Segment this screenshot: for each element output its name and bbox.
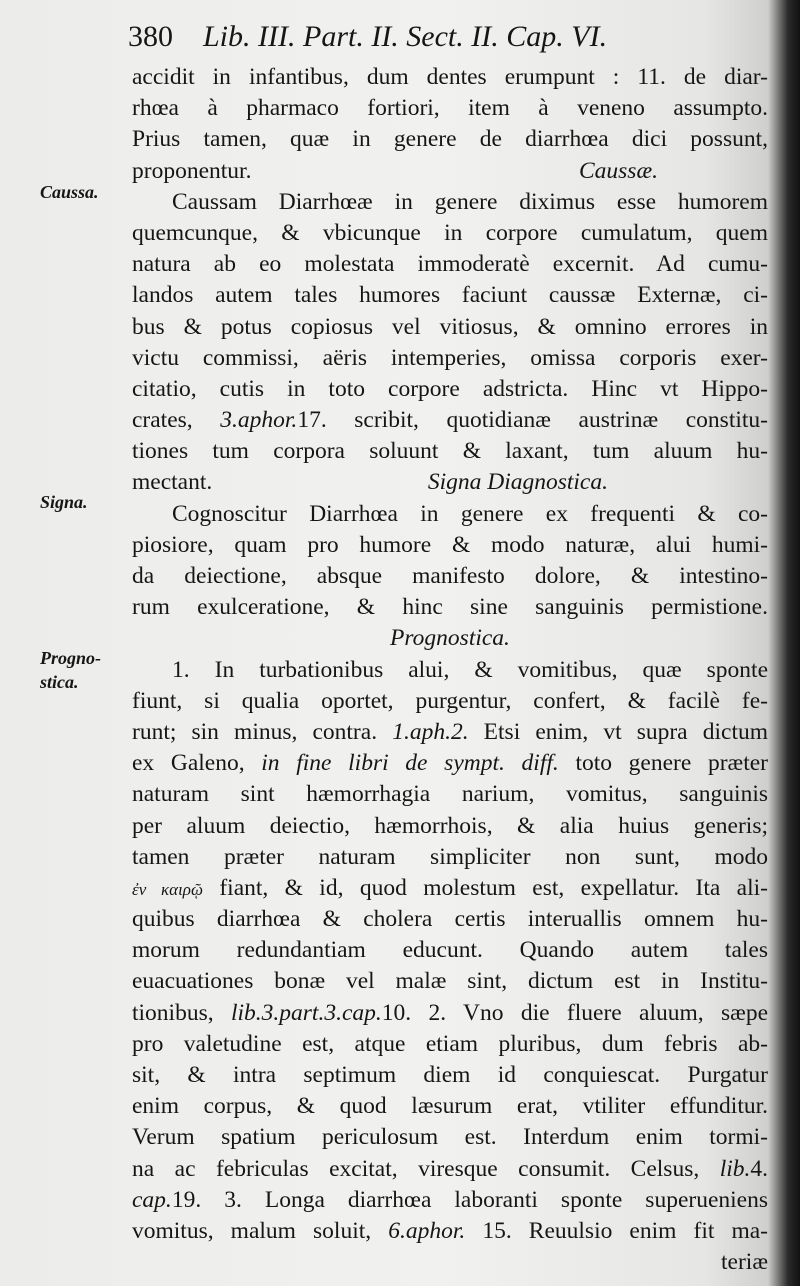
heading-prognostica: Prognostica. — [390, 625, 510, 652]
text-line: quibus diarrhœa & cholera certis interuallis omnem hu- — [132, 906, 768, 933]
line-text: tionibus, — [132, 999, 231, 1026]
text-line: naturam sint hæmorrhagia narium, vomitus, sanguinis — [132, 781, 768, 808]
running-header — [128, 20, 728, 60]
line-text: na ac febriculas excitat, viresque consumit. Celsus, — [132, 1155, 720, 1182]
heading-signa-diagnostica: Signa Diagnostica. — [427, 469, 608, 496]
text-line — [132, 717, 768, 748]
line-text: runt; sin minus, contra. — [132, 718, 393, 745]
line-text: proponentur. — [132, 157, 252, 184]
running-title: Lib. III. Part. II. Sect. II. Cap. VI. — [203, 20, 608, 53]
text-line — [132, 405, 768, 436]
text-line: accidit in infantibus, dum dentes erumpunt : 11. de diar- — [132, 64, 768, 90]
citation: lib. — [719, 1155, 751, 1182]
text-line: Caussam Diarrhœæ in genere diximus esse humorem — [172, 188, 768, 215]
line-text: ex Galeno, — [132, 750, 262, 777]
text-line — [132, 467, 768, 498]
margin-note-signa: Signa. — [40, 492, 88, 512]
text-line: per aluum deiectio, hæmorrhois, & alia huius generis; — [132, 812, 768, 839]
line-text: 4. — [750, 1155, 768, 1182]
text-line: tamen præter naturam simpliciter non sunt, modo — [132, 843, 768, 870]
text-line: da deiectione, absque manifesto dolore, & intestino- — [132, 563, 768, 589]
margin-note-caussa: Caussa. — [40, 182, 99, 202]
text-line — [132, 998, 768, 1029]
citation: 6.aphor. — [388, 1217, 466, 1244]
catchword: teriæ — [721, 1249, 768, 1276]
text-line: piosiore, quam pro humore & modo naturæ, alui humi- — [132, 531, 768, 558]
text-line: rum exulceratione, & hinc sine sanguinis permistione. — [132, 594, 768, 621]
text-line: bus & potus copiosus vel vitiosus, & omnino errores in — [132, 313, 768, 340]
text-line: sit, & intra septimum diem id conquiescat. Purgatur — [132, 1062, 768, 1088]
text-line: euacuationes bonæ vel malæ sint, dictum est in Institu- — [132, 968, 768, 995]
text-line: 1. In turbationibus alui, & vomitibus, quæ sponte — [172, 656, 768, 683]
text-line: Cognoscitur Diarrhœa in genere ex frequenti & co- — [172, 500, 768, 527]
text-line: Verum spatium periculosum est. Interdum enim tormi- — [132, 1124, 768, 1151]
line-text: vomitus, malum soluit, — [132, 1217, 389, 1244]
text-line: Prius tamen, quæ in genere de diarrhœa dici possunt, — [132, 126, 768, 153]
text-line: pro valetudine est, atque etiam pluribus, dum febris ab- — [132, 1030, 768, 1057]
text-line — [132, 1185, 768, 1216]
margin-note-progno-line1: Progno- — [40, 648, 102, 668]
line-text: Etsi enim, vt supra dictum — [468, 718, 768, 745]
text-line — [132, 873, 768, 904]
text-line: natura ab eo molestata immoderatè excernit. Ad cumu- — [132, 251, 768, 278]
line-text: fiant, & id, quod molestum est, expellatur. Ita ali- — [202, 874, 768, 901]
citation: 3.aphor. — [220, 407, 298, 434]
line-text: toto genere præter — [558, 750, 769, 777]
text-line: tiones tum corpora soluunt & laxant, tum aluum hu- — [132, 438, 768, 465]
heading-caussae: Caussæ. — [578, 157, 658, 184]
line-text: mectant. — [132, 469, 213, 496]
citation: lib.3.part.3.cap. — [230, 999, 382, 1026]
margin-note-prognostica — [40, 646, 120, 694]
line-text: 19. 3. Longa diarrhœa laboranti sponte superueniens — [171, 1186, 768, 1213]
text-line: morum redundantiam educunt. Quando autem tales — [132, 937, 768, 964]
greek-phrase: ἐν καιρῷ — [132, 879, 203, 899]
citation: 1.aph.2. — [392, 718, 469, 745]
text-line — [132, 1154, 768, 1185]
text-line: victu commissi, aëris intemperies, omissa corporis exer- — [132, 344, 768, 371]
text-line: rhœa à pharmaco fortiori, item à veneno assumpto. — [132, 95, 768, 122]
line-text: 15. Reuulsio enim fit ma- — [465, 1217, 768, 1244]
text-line — [132, 748, 768, 779]
line-text: 17. scribit, quotidianæ austrinæ constitu- — [297, 407, 768, 434]
text-line: citatio, cutis in toto corpore adstricta. Hinc vt Hippo- — [132, 375, 768, 402]
text-line: fiunt, si qualia oportet, purgentur, confert, & facilè fe- — [132, 687, 768, 714]
text-line: quemcunque, & vbicunque in corpore cumulatum, quem — [132, 219, 768, 246]
text-line: landos autem tales humores faciunt caussæ Externæ, ci- — [132, 282, 768, 309]
line-text: 10. 2. Vno die fluere aluum, sæpe — [381, 999, 769, 1026]
citation: in fine libri de sympt. diff. — [261, 750, 559, 777]
margin-note-progno-line2: stica. — [40, 672, 79, 692]
text-line — [132, 156, 768, 187]
text-line — [132, 1216, 768, 1247]
text-line: enim corpus, & quod læsurum erat, vtiliter effunditur. — [132, 1093, 768, 1120]
citation: cap. — [132, 1186, 172, 1213]
line-text: crates, — [132, 407, 221, 434]
body-text — [132, 62, 768, 1278]
page-number: 380 — [128, 20, 173, 53]
